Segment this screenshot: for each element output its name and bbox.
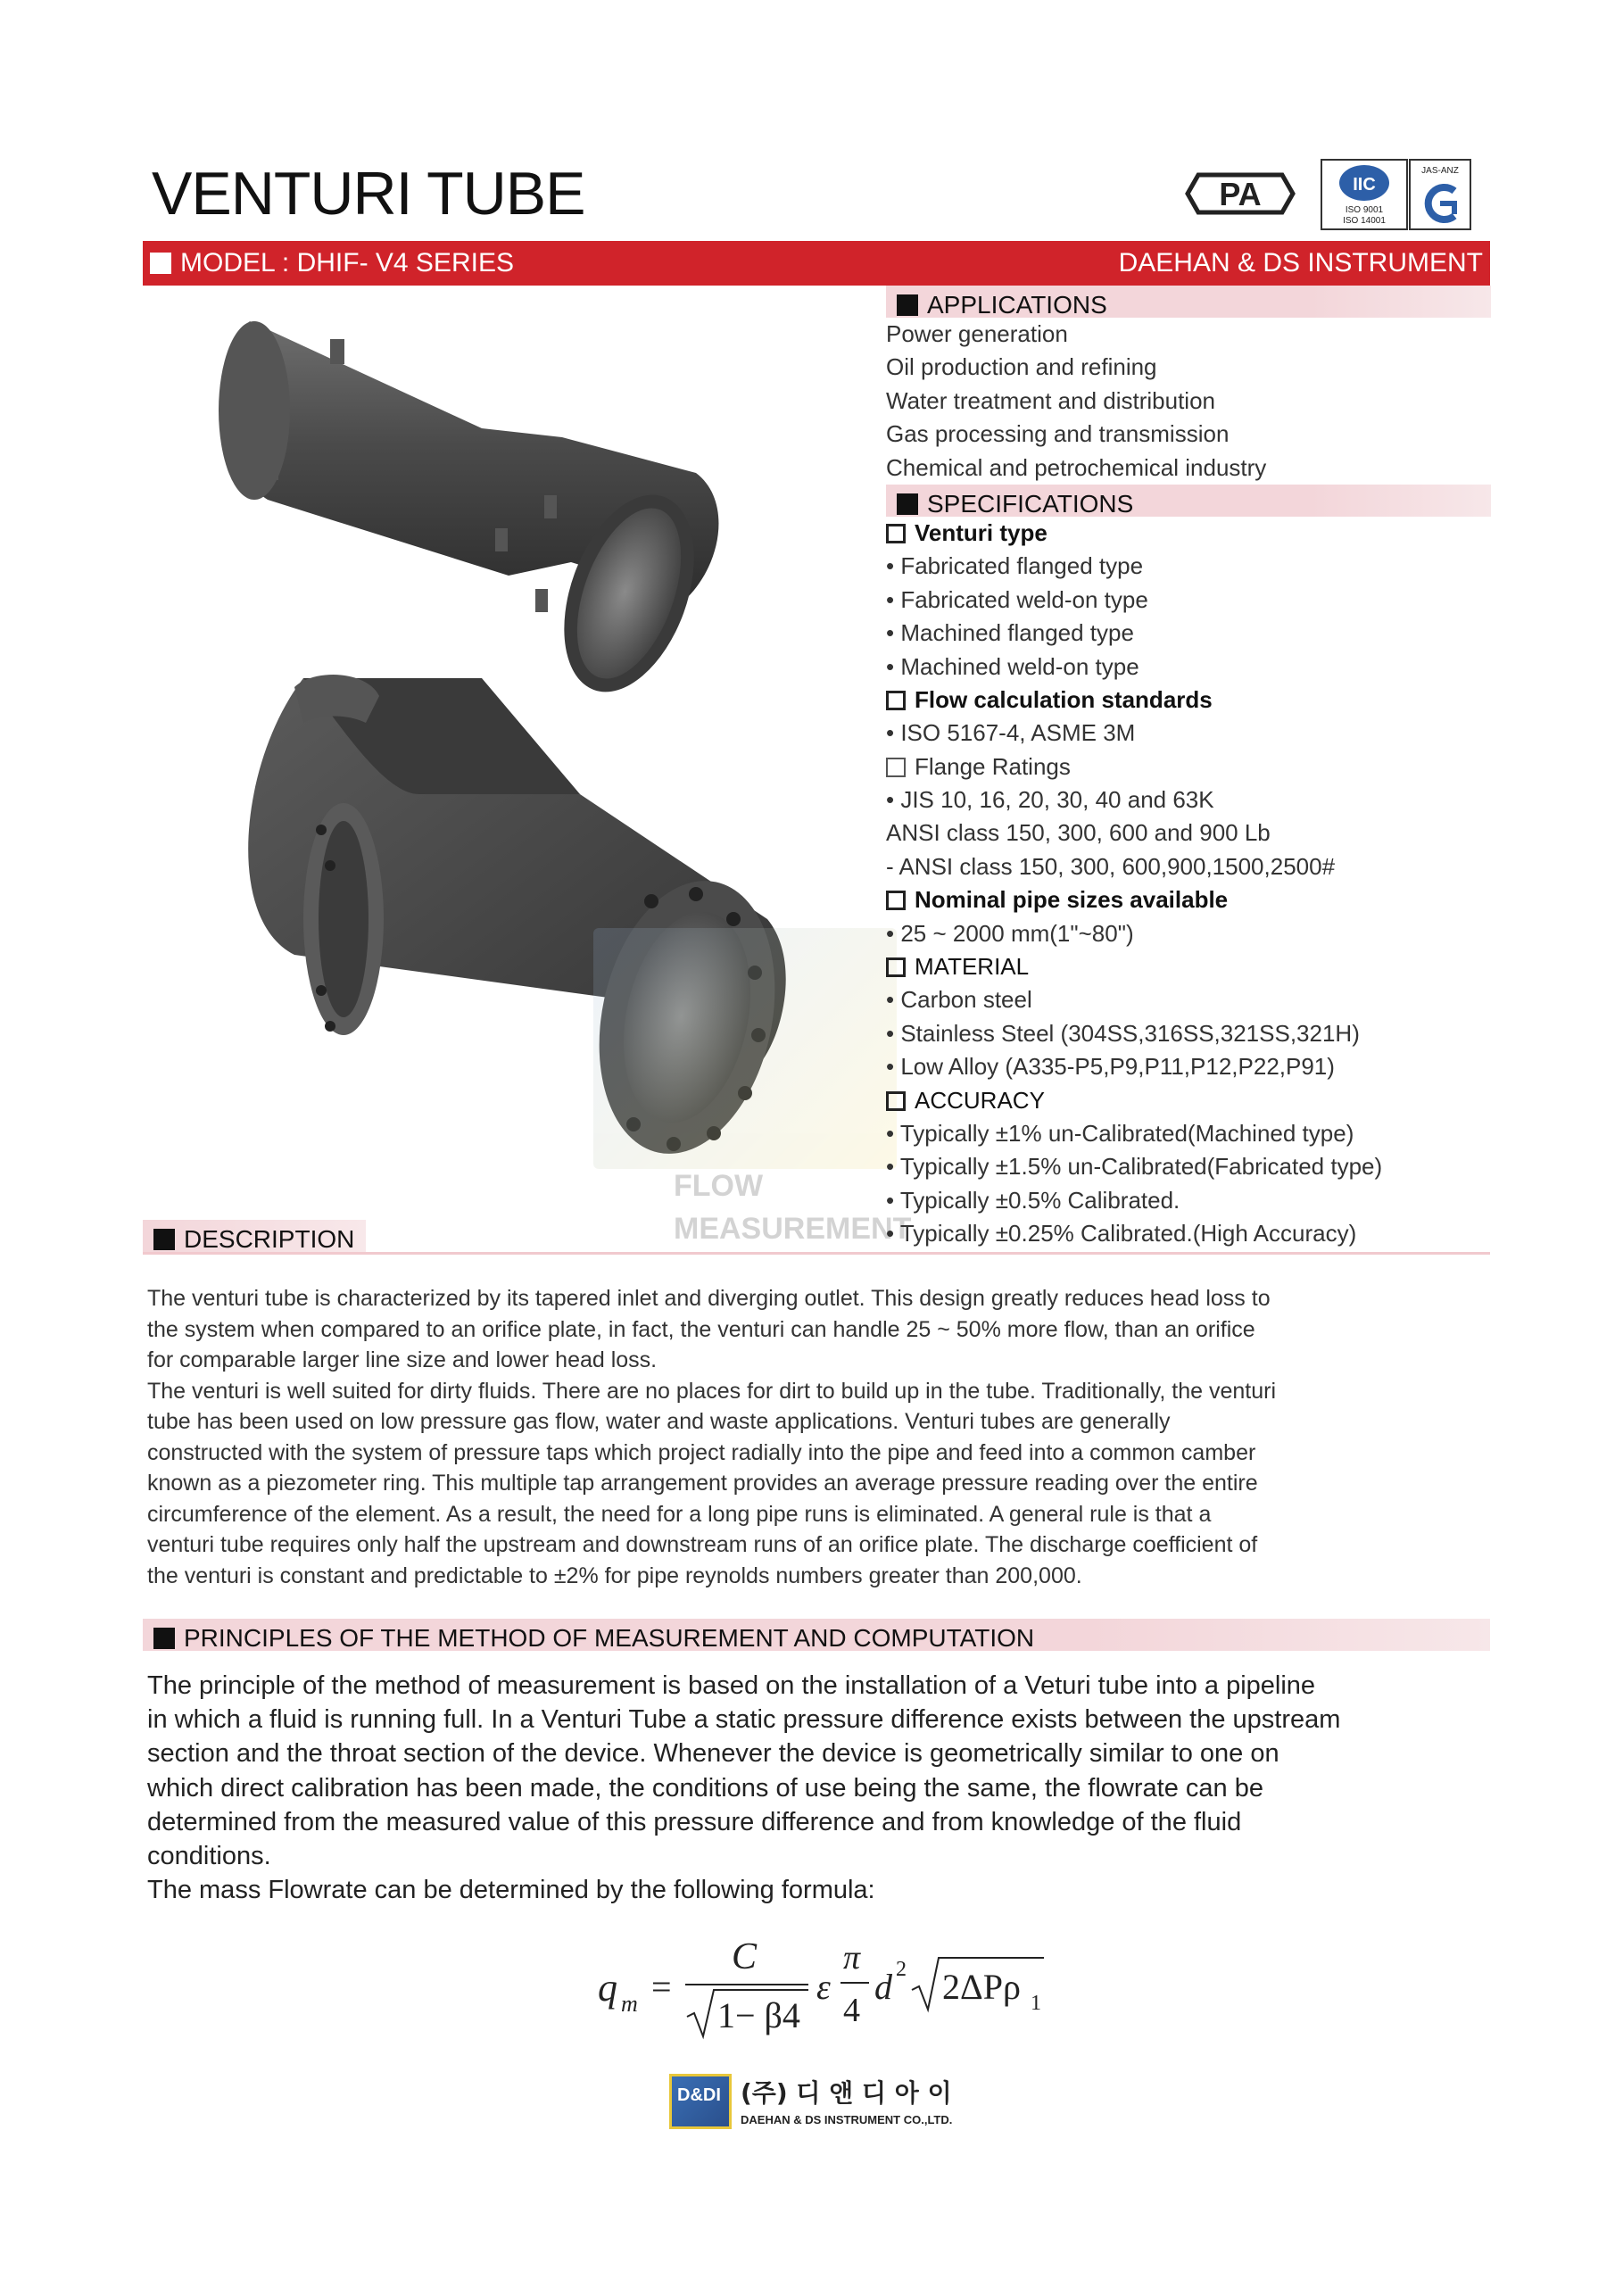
spec-item: • JIS 10, 16, 20, 30, 40 and 63K xyxy=(886,786,1214,814)
spec-item: • Typically ±0.5% Calibrated. xyxy=(886,1186,1180,1214)
description-line: The venturi tube is characterized by its tapered inlet and diverging outlet. This design greatly reduces head loss to xyxy=(147,1286,1271,1311)
specifications-heading: SPECIFICATIONS xyxy=(886,485,1491,517)
description-line: known as a piezometer ring. This multiple tap arrangement provides an average pressure reading over the entire xyxy=(147,1471,1258,1496)
description-line: tube has been used on low pressure gas flow, water and waste applications. Venturi tubes are generally xyxy=(147,1409,1171,1434)
venturi-type-title: Venturi type xyxy=(886,517,1491,550)
spec-item: • Typically ±1.5% un-Calibrated(Fabricated type) xyxy=(886,1153,1383,1181)
spec-item: • Low Alloy (A335-P5,P9,P11,P12,P22,P91) xyxy=(886,1053,1335,1081)
principles-line: determined from the measured value of this pressure difference and from knowledge of the fluid xyxy=(147,1807,1242,1836)
application-item: Chemical and petrochemical industry xyxy=(886,453,1267,481)
square-bullet-icon xyxy=(897,493,918,515)
formula-q: q xyxy=(598,1966,617,2010)
spec-item: • Fabricated flanged type xyxy=(886,552,1144,580)
formula-root-sub: 1 xyxy=(1031,1992,1041,2015)
spec-item: • ISO 5167-4, ASME 3M xyxy=(886,719,1136,747)
footer-korean-name: (주) 디 앤 디 아 이 xyxy=(741,2078,952,2108)
formula-pi: π xyxy=(843,1939,861,1977)
spec-item: - ANSI class 150, 300, 600,900,1500,2500# xyxy=(886,852,1336,880)
spec-item: • Typically ±0.25% Calibrated.(High Accuracy) xyxy=(886,1220,1357,1247)
spec-item: • Stainless Steel (304SS,316SS,321SS,321H) xyxy=(886,1019,1360,1047)
description-line: constructed with the system of pressure taps which project radially into the pipe and feed into a common camber xyxy=(147,1439,1256,1465)
principles-line: The principle of the method of measurement is based on the installation of a Veturi tube into a pipeline xyxy=(147,1671,1316,1700)
formula-d: d xyxy=(874,1967,892,2007)
principles-heading-bar xyxy=(143,1619,1490,1651)
jas-anz-text: JAS-ANZ xyxy=(1421,166,1459,176)
watermark-line-2: MEASUREMENT xyxy=(674,1212,912,1246)
model-bar xyxy=(143,241,1490,286)
spec-item: ANSI class 150, 300, 600 and 900 Lb xyxy=(886,819,1271,847)
material-title: MATERIAL xyxy=(886,950,1491,983)
principles-line: which direct calibration has been made, the conditions of use being the same, the flowrate can be xyxy=(147,1773,1263,1803)
spec-item: • 25 ~ 2000 mm(1"~80") xyxy=(886,919,1134,947)
square-bullet-icon xyxy=(153,1229,175,1250)
applications-heading: APPLICATIONS xyxy=(886,286,1491,318)
spec-item: • Carbon steel xyxy=(886,986,1032,1014)
watermark-line-1: FLOW xyxy=(674,1169,764,1203)
pa-logo-text: PA xyxy=(1219,176,1262,212)
description-line: circumference of the element. As a result, the need for a long pipe runs is eliminated. A general rule is that a xyxy=(147,1501,1212,1527)
principles-line: in which a fluid is running full. In a Venturi Tube a static pressure difference exists between the upstream xyxy=(147,1705,1341,1735)
application-item: Oil production and refining xyxy=(886,353,1157,381)
description-line: the system when compared to an orifice plate, in fact, the venturi can handle 25 ~ 50% more flow, than an orifice xyxy=(147,1316,1255,1342)
spec-column xyxy=(886,286,1491,1251)
weld-on-venturi-image xyxy=(219,321,718,709)
description-heading-bar xyxy=(143,1220,1490,1255)
certification-logo xyxy=(1321,159,1472,230)
spec-item: • Machined flanged type xyxy=(886,619,1134,647)
iic-text: IIC xyxy=(1353,175,1376,195)
formula-denominator: 1− β4 xyxy=(717,1995,800,2035)
checkbox-icon xyxy=(886,758,906,777)
principles-line: The mass Flowrate can be determined by the following formula: xyxy=(147,1876,875,1905)
checkbox-icon xyxy=(886,1091,906,1111)
spec-item: • Typically ±1% un-Calibrated(Machined type) xyxy=(886,1119,1354,1147)
formula-equals: = xyxy=(651,1967,672,2007)
formula-root: 2ΔPρ xyxy=(942,1967,1021,2007)
description-line: venturi tube requires only half the upstream and downstream runs of an orifice plate. The discharge coefficient of xyxy=(147,1532,1258,1557)
flow-standards-title: Flow calculation standards xyxy=(886,684,1491,717)
square-bullet-icon xyxy=(897,294,918,316)
spec-item: • Machined weld-on type xyxy=(886,652,1139,680)
square-bullet-icon xyxy=(153,1628,175,1649)
application-item: Water treatment and distribution xyxy=(886,386,1215,414)
iso-9001-text: ISO 9001 xyxy=(1345,205,1384,215)
model-label: MODEL : DHIF- V4 SERIES xyxy=(180,248,514,278)
page-title: VENTURI TUBE xyxy=(152,160,585,228)
formula-d-exp: 2 xyxy=(896,1958,907,1981)
description-text xyxy=(147,1283,1486,1591)
checkbox-icon xyxy=(886,691,906,710)
company-label: DAEHAN & DS INSTRUMENT xyxy=(1118,248,1483,278)
pa-logo xyxy=(1182,170,1298,218)
footer-company-logo xyxy=(669,2068,1008,2140)
checkbox-icon xyxy=(886,891,906,910)
principles-line: conditions. xyxy=(147,1842,271,1871)
principles-heading: PRINCIPLES OF THE METHOD OF MEASUREMENT AND COMPUTATION xyxy=(184,1624,1035,1652)
description-line: The venturi is well suited for dirty fluids. There are no places for dirt to build up in the tube. Traditionally, the venturi xyxy=(147,1378,1277,1404)
description-line: the venturi is constant and predictable to ±2% for pipe reynolds numbers greater than 200,000. xyxy=(147,1562,1082,1588)
formula-q-sub: m xyxy=(621,1991,638,2017)
checkbox-icon xyxy=(886,524,906,543)
principles-text xyxy=(147,1669,1495,1907)
iso-14001-text: ISO 14001 xyxy=(1343,216,1386,226)
formula-numerator: C xyxy=(732,1936,758,1977)
square-bullet-icon xyxy=(150,253,171,274)
formula-epsilon: ε xyxy=(816,1967,831,2007)
accuracy-title: ACCURACY xyxy=(886,1084,1491,1117)
flange-ratings-title: Flange Ratings xyxy=(886,750,1491,783)
formula-four: 4 xyxy=(843,1992,860,2029)
description-line: for comparable larger line size and lower head loss. xyxy=(147,1347,658,1372)
footer-company-name: DAEHAN & DS INSTRUMENT CO.,LTD. xyxy=(741,2113,953,2126)
ddi-logo-icon: D&DI xyxy=(669,2074,732,2129)
application-item: Gas processing and transmission xyxy=(886,420,1230,448)
mass-flowrate-formula xyxy=(589,1927,1053,2043)
principles-line: section and the throat section of the device. Whenever the device is geometrically similar to one on xyxy=(147,1739,1279,1769)
checkbox-icon xyxy=(886,957,906,977)
application-item: Power generation xyxy=(886,320,1068,347)
spec-item: • Fabricated weld-on type xyxy=(886,585,1148,613)
description-heading: DESCRIPTION xyxy=(184,1225,355,1253)
pipe-sizes-title: Nominal pipe sizes available xyxy=(886,883,1491,916)
